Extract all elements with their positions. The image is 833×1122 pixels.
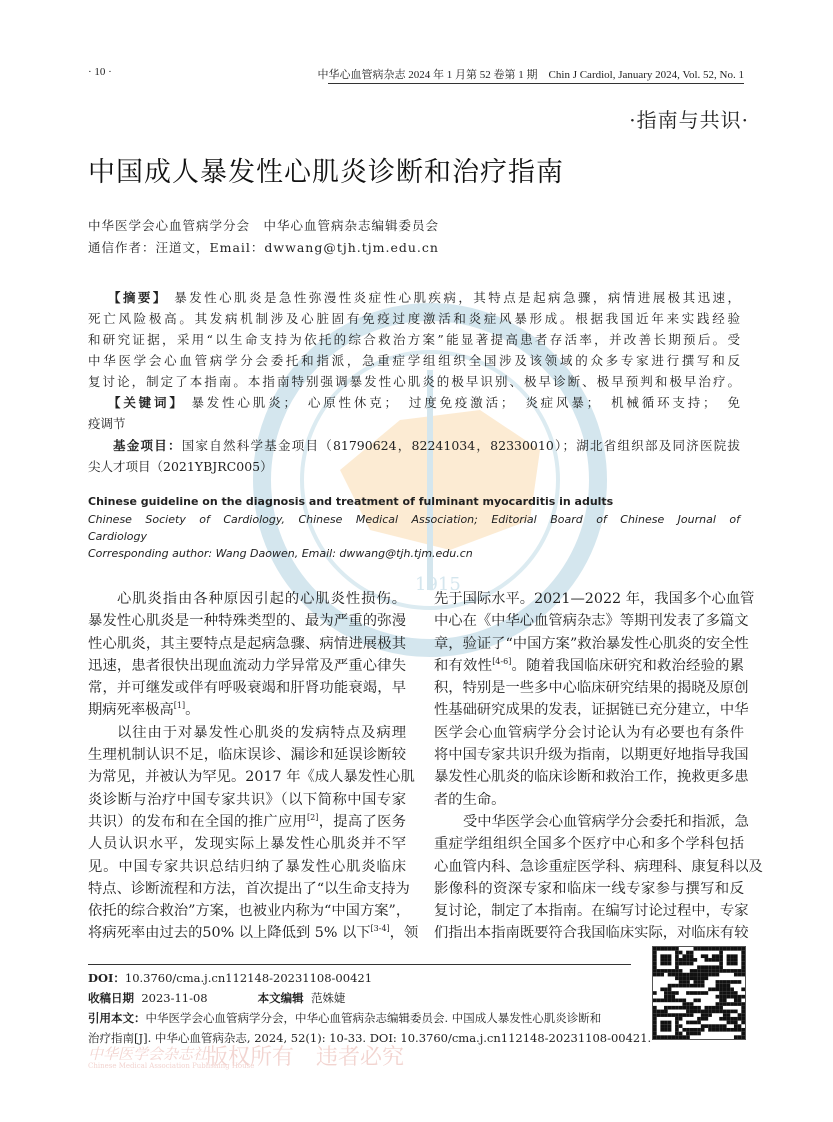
keywords-line: 疫调节 (88, 416, 126, 431)
body-line: 暴发性心肌炎的临床诊断和救治工作，挽救更多患 (434, 769, 749, 786)
doi-line: DOI：10.3760/cma.j.cn112148-20231108-00421 (88, 971, 373, 985)
abstract-line: 复讨论，制定了本指南。本指南特别强调暴发性心肌炎的极早识别、极早诊断、极早预判和极早治疗。 (88, 374, 740, 389)
funding-line: 基金项目：国家自然科学基金项目（81790624，82241034，82330010）；湖北省组织部及同济医院拔 (113, 438, 740, 453)
article-title: 中国成人暴发性心肌炎诊断和治疗指南 (88, 157, 564, 188)
english-authors: Cardiology (88, 530, 147, 543)
english-authors: Chinese Society of Cardiology, Chinese Medical Association; Editorial Board of Chinese Journal of (88, 513, 740, 526)
header-rule (328, 83, 744, 84)
abstract-label: 【摘要】 (108, 290, 168, 305)
copyright-watermark: 版权所有 违者必究 (206, 1045, 405, 1070)
body-line: 中心在《中华心血管病杂志》等期刊发表了多篇文 (434, 613, 749, 630)
body-line: 医学会心血管病学分会讨论认为有必要也有条件 (434, 724, 744, 741)
funding-line: 尖人才项目（2021YBJRC005） (88, 459, 273, 474)
body-line: 心肌炎指由各种原因引起的心肌炎性损伤。 (117, 591, 406, 607)
body-line: 特点、诊断流程和方法，首次提出了“以生命支持为 (88, 880, 410, 897)
body-line: 心血管内科、急诊重症医学科、病理科、康复科以及 (434, 858, 763, 875)
body-line: 将病死率由过去的50% 以上降低到 5% 以下[3-4]，领 (88, 924, 419, 942)
body-line: 暴发性心肌炎是一种特殊类型的、最为严重的弥漫 (88, 613, 406, 630)
body-line: 常，并可继发或伴有呼吸衰竭和肝肾功能衰竭，早 (88, 680, 406, 697)
received-line: 收稿日期 2023-11-08 本文编辑 范姝婕 (88, 991, 346, 1005)
footer-rule (88, 964, 631, 965)
abstract-line: 和研究证据，采用“以生命支持为依托的综合救治方案”能显著提高患者存活率，并改善长期预后。受 (88, 332, 740, 347)
body-line: 期病死率极高[1]。 (88, 701, 200, 719)
body-line: 们指出本指南既要符合我国临床实际，对临床有较 (434, 925, 749, 942)
body-line: 影像科的资深专家和临床一线专家参与撰写和反 (434, 880, 744, 897)
body-line: 受中华医学会心血管病学分会委托和指派，急 (463, 813, 749, 830)
keywords-line: 【关键词】 暴发性心肌炎； 心原性休克； 过度免疫激活； 炎症风暴； 机械循环支持； 免 (108, 395, 740, 410)
body-line: 迅速，患者很快出现血流动力学异常及严重心律失 (88, 657, 406, 674)
abstract-line: 【摘要】 暴发性心肌炎是急性弥漫性炎症性心肌疾病，其特点是起病急骤，病情进展极其迅速， (108, 290, 740, 305)
abstract-line: 中华医学会心血管病学分会委托和指派，急重症学组组织全国涉及该领域的众多专家进行撰写和反 (88, 353, 740, 368)
seal-year: 1915 (415, 574, 461, 595)
body-line: 为常见，并被认为罕见。2017 年《成人暴发性心肌 (88, 769, 415, 786)
body-line: 章，验证了“中国方案”救治暴发性心肌炎的安全性 (434, 635, 749, 652)
citation-line: 引用本文：中华医学会心血管病学分会，中华心血管病杂志编辑委员会. 中国成人暴发性心肌炎诊断和 (88, 1011, 602, 1025)
english-corresponding: Corresponding author: Wang Daowen, Email: dwwang@tjh.tjm.edu.cn (88, 547, 473, 560)
body-line: 重症学组组织全国多个医疗中心和多个学科包括 (434, 836, 744, 853)
body-line: 依托的综合救治”方案，也被业内称为“中国方案”， (88, 903, 411, 920)
journal-running-header: 中华心血管病杂志 2024 年 1 月第 52 卷第 1 期 Chin J Cardiol, January 2024, Vol. 52, No. 1 (317, 69, 744, 81)
body-line: 和有效性[4-6]。随着我国临床研究和救治经验的累 (434, 657, 745, 674)
body-line: 复讨论，制定了本指南。在编写讨论过程中，专家 (434, 903, 749, 920)
body-left-column (88, 588, 419, 945)
body-line: 人员认识水平，发现实际上暴发性心肌炎并不罕 (88, 836, 406, 853)
body-line: 以往由于对暴发性心肌炎的发病特点及病理 (117, 724, 406, 741)
authors: 中华医学会心血管病学分会 中华心血管病杂志编辑委员会 (88, 218, 440, 233)
english-title: Chinese guideline on the diagnosis and treatment of fulminant myocarditis in adults (88, 495, 614, 508)
body-line: 共识）的发布和在全国的推广应用[2]，提高了医务 (88, 813, 407, 830)
correspondence: 通信作者：汪道文，Email：dwwang@tjh.tjm.edu.cn (88, 240, 439, 255)
keywords-label: 【关键词】 (108, 395, 185, 410)
body-line: 生理机制认识不足，临床误诊、漏诊和延误诊断较 (88, 747, 406, 764)
qr-code[interactable] (652, 946, 746, 1040)
funding-label: 基金项目： (113, 438, 182, 453)
citation-line: 治疗指南[J]. 中华心血管病杂志, 2024, 52(1): 10-33. DOI: 10.3760/cma.j.cn112148-20231108-00421. (88, 1031, 652, 1045)
body-line: 见。中国专家共识总结归纳了暴发性心肌炎临床 (88, 858, 406, 875)
page-number: · 10 · (88, 66, 112, 78)
body-line: 将中国专家共识升级为指南，以期更好地指导我国 (434, 747, 749, 764)
body-line: 性基础研究成果的发表，证据链已充分建立，中华 (434, 702, 749, 719)
body-line: 性心肌炎，其主要特点是起病急骤、病情进展极其 (88, 635, 406, 652)
section-tag: ·指南与共识· (629, 108, 749, 132)
body-line: 积，特别是一些多中心临床研究结果的揭晓及原创 (434, 680, 749, 697)
publisher-watermark-en: Chinese Medical Association Publishing House (88, 1062, 255, 1070)
body-line: 先于国际水平。2021—2022 年，我国多个心血管 (434, 591, 755, 607)
body-line: 者的生命。 (434, 791, 506, 808)
body-right-column (434, 588, 763, 945)
abstract-line: 死亡风险极高。其发病机制涉及心脏固有免疫过度激活和炎症风暴形成。根据我国近年来实践经验 (88, 311, 740, 326)
body-line: 炎诊断与治疗中国专家共识》（以下简称中国专家 (88, 791, 406, 808)
publisher-watermark: 中华医学会杂志社 (88, 1045, 209, 1063)
